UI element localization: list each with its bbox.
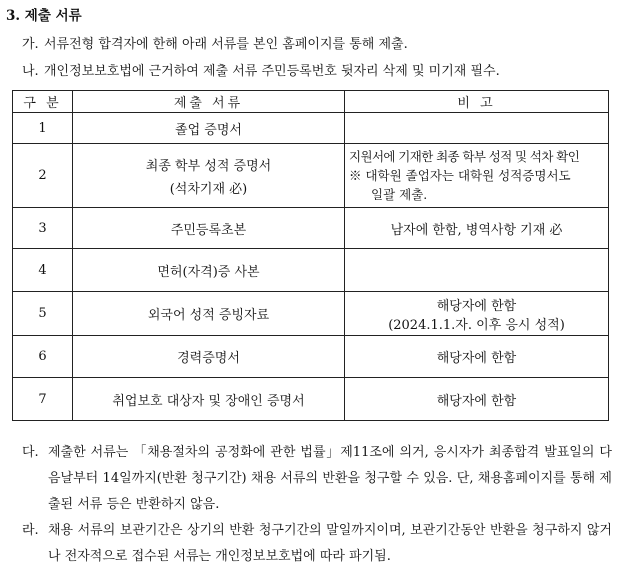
table-row [13, 292, 609, 336]
row-number: 7 [13, 378, 73, 421]
intro-text: 개인정보보호법에 근거하여 제출 서류 주민등록번호 뒷자리 삭제 및 미기재 필수. [44, 64, 500, 79]
header-category: 구 분 [13, 91, 73, 113]
row-number: 5 [13, 292, 73, 336]
row-document: 면허(자격)증 사본 [73, 249, 345, 292]
outro-item-da [22, 440, 612, 518]
table-row [13, 208, 609, 249]
row-remark-main: 지원서에 기재한 최종 학부 성적 및 석차 확인 [349, 149, 580, 164]
outro-marker: 다. [22, 445, 39, 460]
documents-table [12, 90, 609, 421]
row-remark: 해당자에 한함 [345, 336, 609, 378]
row-document: 취업보호 대상자 및 장애인 증명서 [73, 378, 345, 421]
table-row [13, 336, 609, 378]
outro-text: 제출한 서류는 「채용절차의 공정화에 관한 법률」제11조에 의거, 응시자가 최종합격 발표일의 다음날부터 14일까지(반환 청구기간) 채용 서류의 반환을 청구할 수 있음. 단, 채용홈페이지를 통해 제출된 서류 등은 반환하지 않음. [48, 445, 612, 512]
row-number: 1 [13, 113, 73, 144]
row-remark [345, 292, 609, 336]
row-remark-main: 해당자에 한함 [436, 298, 517, 314]
header-remark: 비 고 [345, 91, 609, 113]
row-number: 6 [13, 336, 73, 378]
row-remark: 해당자에 한함 [345, 378, 609, 421]
row-number: 3 [13, 208, 73, 249]
table-row [13, 249, 609, 292]
row-remark [345, 249, 609, 292]
row-remark-sub2: 일괄 제출. [371, 187, 428, 202]
row-number: 4 [13, 249, 73, 292]
row-document: 외국어 성적 증빙자료 [73, 292, 345, 336]
intro-item-na [22, 60, 500, 79]
row-document: 주민등록초본 [73, 208, 345, 249]
outro-text: 채용 서류의 보관기간은 상기의 반환 청구기간의 말일까지이며, 보관기간동안 반환을 청구하지 않거나 전자적으로 접수된 서류는 개인정보보호법에 따라 파기됨. [48, 523, 612, 564]
table-row [13, 113, 609, 144]
row-remark-sub: (2024.1.1.자. 이후 응시 성적) [388, 317, 565, 333]
outro-marker: 라. [22, 523, 39, 538]
section-heading: 3. 제출 서류 [6, 8, 82, 24]
row-remark-sub: ※ 대학원 졸업자는 대학원 성적증명서도 [349, 168, 571, 183]
row-document-main: 최종 학부 성적 증명서 [145, 158, 272, 174]
row-document [73, 144, 345, 208]
row-number: 2 [13, 144, 73, 208]
row-remark [345, 113, 609, 144]
row-document-sub: (석차기재 必) [169, 181, 248, 197]
table-row [13, 378, 609, 421]
row-remark [345, 144, 609, 208]
intro-marker: 가. [22, 37, 39, 52]
table-row [13, 144, 609, 208]
header-document: 제출 서류 [73, 91, 345, 113]
intro-marker: 나. [22, 64, 39, 79]
outro-item-ra [22, 518, 612, 570]
row-document: 졸업 증명서 [73, 113, 345, 144]
intro-text: 서류전형 합격자에 한해 아래 서류를 본인 홈페이지를 통해 제출. [44, 37, 408, 52]
row-remark: 남자에 한함, 병역사항 기재 必 [345, 208, 609, 249]
intro-item-ga [22, 33, 408, 52]
row-document: 경력증명서 [73, 336, 345, 378]
